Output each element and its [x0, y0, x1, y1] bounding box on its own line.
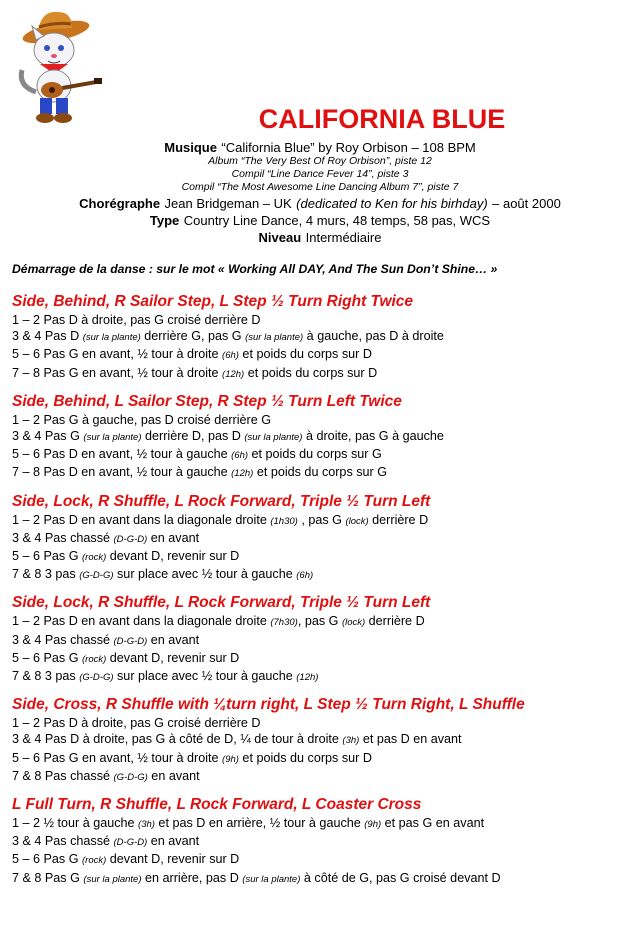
step-note: (D-G-D)	[113, 533, 148, 545]
section-title: Side, Lock, R Shuffle, L Rock Forward, Triple ½ Turn Left	[12, 594, 431, 612]
step-note: (12h)	[222, 368, 245, 380]
music-value: “California Blue” by Roy Orbison – 108 BPM	[221, 140, 476, 155]
step-line	[12, 530, 632, 548]
step-text: devant D, revenir sur D	[106, 650, 240, 665]
step-line	[12, 668, 632, 686]
step-note: (G-D-G)	[79, 570, 114, 582]
choreographer-label: Chorégraphe	[79, 196, 161, 211]
step-line	[12, 650, 632, 668]
step-text: devant D, revenir sur D	[106, 549, 240, 564]
step-line	[12, 365, 632, 383]
step-text: sur place avec ½ tour à gauche	[113, 669, 297, 684]
step-note: (1h30)	[270, 515, 298, 527]
step-note: (6h)	[231, 450, 249, 462]
step-text: 7 & 8 3 pas	[12, 669, 80, 684]
step-text: 7 & 8 Pas G	[12, 870, 84, 885]
step-text: et pas G en avant	[381, 816, 485, 831]
step-note: (12h)	[231, 468, 254, 480]
step-text: sur place avec ½ tour à gauche	[113, 567, 297, 582]
step-text: derrière D	[365, 614, 425, 629]
step-text: 1 – 2 ½ tour à gauche	[12, 816, 139, 831]
step-note: (7h30)	[270, 617, 298, 629]
step-line	[12, 851, 632, 869]
choreographer-line	[0, 195, 640, 213]
step-text: , pas G	[297, 614, 342, 629]
section-title: Side, Behind, L Sailor Step, R Step ½ Turn Left Twice	[12, 392, 402, 410]
step-note: (6h)	[222, 350, 239, 362]
step-section	[12, 492, 632, 585]
step-line	[12, 815, 632, 833]
type-label: Type	[149, 213, 180, 228]
step-note: (rock)	[82, 552, 107, 564]
album-line-2: Compil “Line Dance Fever 14”, piste 3	[231, 168, 409, 180]
step-note: (9h)	[364, 819, 382, 831]
step-note: (rock)	[82, 653, 107, 665]
step-section	[12, 392, 632, 483]
step-text: en avant	[147, 530, 200, 545]
step-text: et poids du corps sur D	[238, 347, 372, 362]
step-text: 3 & 4 Pas D à droite, pas G à côté de D, ¼ de tour à droite	[12, 732, 343, 747]
album-line-1: Album “The Very Best Of Roy Orbison”, piste 12	[208, 155, 432, 167]
step-section	[12, 292, 632, 383]
step-note: (D-G-D)	[113, 837, 148, 849]
step-text: et pas D en arrière, ½ tour à gauche	[154, 816, 365, 831]
step-line	[12, 412, 632, 428]
start-instruction: Démarrage de la danse : sur le mot « Working All DAY, And The Sun Don’t Shine… »	[12, 262, 498, 276]
choreographer-note: (dedicated to Ken for his birhday)	[296, 196, 488, 211]
step-text: , pas G	[297, 512, 346, 527]
step-text: 5 – 6 Pas G	[12, 852, 83, 867]
step-section	[12, 695, 632, 786]
step-line	[12, 833, 632, 851]
step-line	[12, 731, 632, 749]
step-text: en arrière, pas D	[141, 870, 243, 885]
level-label: Niveau	[258, 230, 302, 245]
step-line	[12, 715, 632, 731]
step-line	[12, 750, 632, 768]
cowboy-cat-logo	[8, 6, 108, 126]
step-text: 1 – 2 Pas D à droite, pas G croisé derrière D	[12, 313, 261, 327]
step-note: (sur la plante)	[82, 332, 141, 344]
step-section	[12, 593, 632, 686]
step-note: (sur la plante)	[83, 432, 142, 444]
step-text: et poids du corps sur G	[253, 465, 388, 480]
step-note: (sur la plante)	[244, 432, 303, 444]
step-text: derrière D, pas D	[141, 429, 245, 444]
step-text: 5 – 6 Pas G en avant, ½ tour à droite	[12, 750, 223, 765]
step-note: (rock)	[82, 855, 107, 867]
step-text: à gauche, pas D à droite	[303, 329, 444, 344]
album-line-3: Compil “The Most Awesome Line Dancing Album 7”, piste 7	[181, 181, 459, 193]
step-text: 1 – 2 Pas D en avant dans la diagonale droite	[12, 614, 271, 629]
step-text: 7 – 8 Pas G en avant, ½ tour à droite	[12, 365, 223, 380]
step-line	[12, 312, 632, 328]
choreographer-date: – août 2000	[492, 196, 561, 211]
step-note: (6h)	[296, 570, 314, 582]
step-line	[12, 870, 632, 888]
section-title: Side, Cross, R Shuffle with ¼turn right, L Step ½ Turn Right, L Shuffle	[12, 696, 525, 714]
step-text: 7 & 8 3 pas	[12, 567, 80, 582]
step-text: à côté de G, pas G croisé devant D	[300, 870, 501, 885]
step-note: (sur la plante)	[245, 332, 304, 344]
step-text: 5 – 6 Pas G	[12, 650, 83, 665]
level-value: Intermédiaire	[305, 230, 382, 245]
step-text: 1 – 2 Pas D à droite, pas G croisé derrière D	[12, 716, 261, 731]
music-label: Musique	[164, 140, 217, 155]
step-note: (D-G-D)	[113, 635, 148, 647]
step-line	[12, 613, 632, 631]
step-line	[12, 446, 632, 464]
step-line	[12, 464, 632, 482]
step-text: et pas D en avant	[359, 732, 462, 747]
step-note: (G-D-G)	[113, 771, 148, 783]
step-text: 3 & 4 Pas chassé	[12, 632, 114, 647]
step-note: (12h)	[296, 672, 319, 684]
step-text: en avant	[147, 768, 200, 783]
step-text: 3 & 4 Pas G	[12, 429, 84, 444]
step-text: et poids du corps sur D	[244, 365, 378, 380]
step-note: (sur la plante)	[242, 873, 301, 885]
section-title: Side, Lock, R Shuffle, L Rock Forward, Triple ½ Turn Left	[12, 492, 431, 510]
step-note: (sur la plante)	[83, 873, 142, 885]
step-text: 7 – 8 Pas D en avant, ½ tour à gauche	[12, 465, 232, 480]
step-note: (3h)	[138, 819, 155, 831]
section-title: L Full Turn, R Shuffle, L Rock Forward, L Coaster Cross	[12, 796, 422, 814]
step-text: en avant	[147, 834, 200, 849]
step-text: 5 – 6 Pas D en avant, ½ tour à gauche	[12, 447, 232, 462]
step-text: 3 & 4 Pas chassé	[12, 530, 114, 545]
step-text: devant D, revenir sur D	[106, 852, 240, 867]
dance-title: CALIFORNIA BLUE	[258, 104, 506, 134]
step-section	[12, 795, 632, 888]
step-text: et poids du corps sur D	[238, 750, 372, 765]
step-text: 5 – 6 Pas G	[12, 549, 83, 564]
step-text: 5 – 6 Pas G en avant, ½ tour à droite	[12, 347, 223, 362]
step-text: 3 & 4 Pas chassé	[12, 834, 114, 849]
step-text: à droite, pas G à gauche	[302, 429, 444, 444]
step-text: en avant	[147, 632, 200, 647]
step-line	[12, 512, 632, 530]
step-text: derrière D	[368, 512, 429, 527]
step-sections	[12, 292, 632, 897]
step-note: (lock)	[341, 617, 366, 629]
step-line	[12, 566, 632, 584]
step-line	[12, 346, 632, 364]
section-title: Side, Behind, R Sailor Step, L Step ½ Turn Right Twice	[12, 293, 414, 310]
step-line	[12, 632, 632, 650]
step-note: (3h)	[342, 735, 360, 747]
step-text: 3 & 4 Pas D	[12, 329, 83, 344]
step-line	[12, 768, 632, 786]
step-text: 1 – 2 Pas G à gauche, pas D croisé derrière G	[12, 412, 272, 427]
step-line	[12, 548, 632, 566]
step-text: derrière G, pas G	[140, 329, 246, 344]
type-value: Country Line Dance, 4 murs, 48 temps, 58 pas, WCS	[183, 213, 491, 228]
step-note: (9h)	[222, 753, 239, 765]
step-note: (lock)	[345, 515, 369, 527]
type-line	[0, 212, 640, 230]
step-text: 7 & 8 Pas chassé	[12, 768, 114, 783]
step-line	[12, 428, 632, 446]
step-line	[12, 328, 632, 346]
step-note: (G-D-G)	[79, 672, 114, 684]
level-line	[0, 229, 640, 247]
step-text: 1 – 2 Pas D en avant dans la diagonale droite	[12, 512, 271, 527]
step-text: et poids du corps sur G	[248, 447, 382, 462]
choreographer-value: Jean Bridgeman – UK	[164, 196, 292, 211]
